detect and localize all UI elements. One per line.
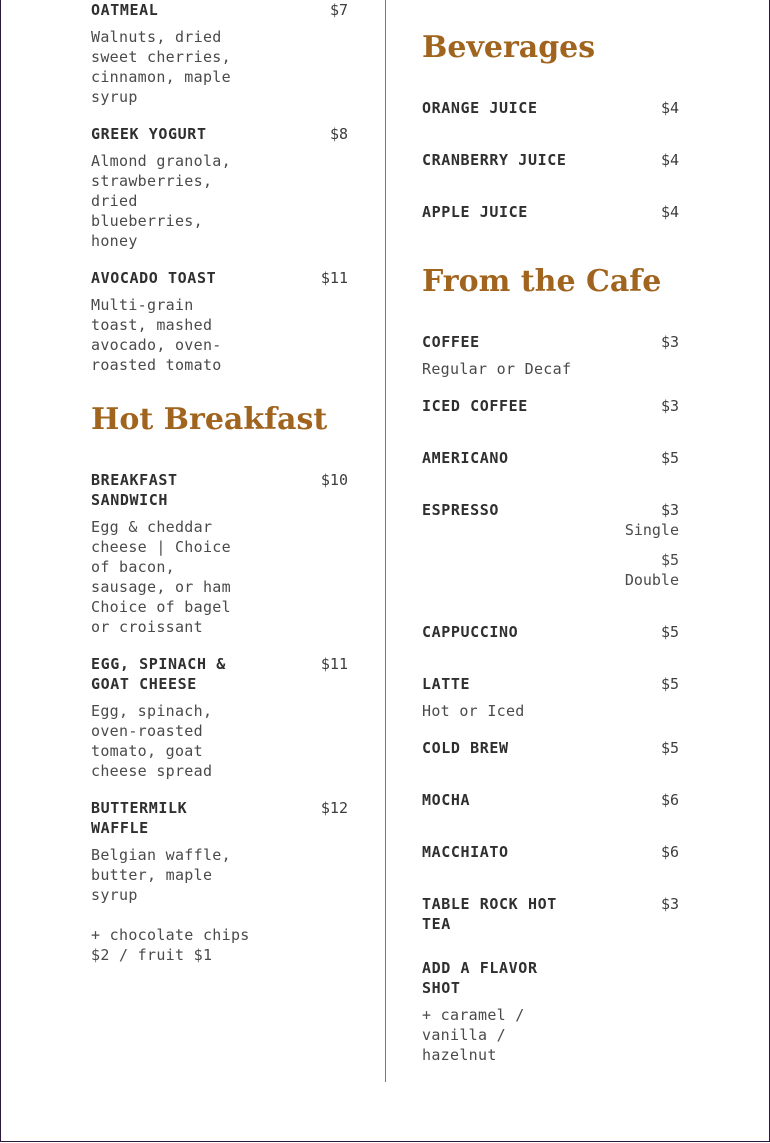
item-price: $5 <box>660 449 679 467</box>
item-name: ORANGE JUICE <box>422 99 538 117</box>
item-name: CAPPUCCINO <box>422 623 519 641</box>
item-price: $10 <box>320 471 348 489</box>
section-heading-from-the-cafe: From the Cafe <box>422 264 662 299</box>
item-price: $4 <box>660 151 679 169</box>
item-price: $5 <box>660 675 679 693</box>
item-name: AMERICANO <box>422 449 509 467</box>
item-description: + caramel / vanilla / hazelnut <box>422 1006 525 1064</box>
item-description: Egg & cheddar cheese | Choice of bacon, sausage, or ham Choice of bagel or croissant <box>91 518 231 636</box>
item-price: $6 <box>660 843 679 861</box>
item-price: $3 <box>660 895 679 913</box>
item-price: $3 <box>660 397 679 415</box>
item-price: $3 <box>660 333 679 351</box>
menu-item-espresso <box>422 500 679 590</box>
item-description: Hot or Iced <box>422 702 525 720</box>
item-description: Regular or Decaf <box>422 360 572 378</box>
item-name: ADD A FLAVOR SHOT <box>422 959 538 997</box>
item-name: GREEK YOGURT <box>91 125 207 143</box>
menu-item-greek-yogurt <box>91 124 348 251</box>
menu-item-oatmeal <box>91 0 348 107</box>
item-name: ICED COFFEE <box>422 397 528 415</box>
menu-item-orange-juice <box>422 98 679 118</box>
item-price: $4 <box>660 203 679 221</box>
item-name: BREAKFAST SANDWICH <box>91 471 178 509</box>
item-name: EGG, SPINACH & GOAT CHEESE <box>91 655 226 693</box>
item-price: $11 <box>320 655 348 673</box>
item-price: $11 <box>320 269 348 287</box>
column-divider <box>385 0 386 1082</box>
menu-item-apple-juice <box>422 202 679 222</box>
item-price: $8 <box>329 125 348 143</box>
item-price-double: $5 <box>660 551 679 569</box>
item-description: Multi-grain toast, mashed avocado, oven-roasted tomato <box>91 296 222 374</box>
item-price: $5 <box>660 623 679 641</box>
item-name: BUTTERMILK WAFFLE <box>91 799 188 837</box>
item-price-single: $3 <box>660 501 679 519</box>
item-description: Walnuts, dried sweet cherries, cinnamon, maple syrup <box>91 28 231 106</box>
item-option-single: Single <box>624 521 679 539</box>
item-description: Egg, spinach, oven-roasted tomato, goat cheese spread <box>91 702 213 780</box>
menu-item-add-a-flavor-shot <box>422 958 679 1065</box>
menu-item-breakfast-sandwich <box>91 470 348 637</box>
item-name: MOCHA <box>422 791 471 809</box>
menu-item-avocado-toast <box>91 268 348 375</box>
menu-item-cranberry-juice <box>422 150 679 170</box>
menu-item-coffee <box>422 332 679 379</box>
menu-item-americano <box>422 448 679 468</box>
item-addon: + chocolate chips $2 / fruit $1 <box>91 926 250 964</box>
item-price: $7 <box>329 1 348 19</box>
item-name: OATMEAL <box>91 1 159 19</box>
item-name: AVOCADO TOAST <box>91 269 217 287</box>
item-price: $12 <box>320 799 348 817</box>
section-heading-hot-breakfast: Hot Breakfast <box>91 402 328 437</box>
item-name: TABLE ROCK HOT TEA <box>422 895 557 933</box>
menu-item-mocha <box>422 790 679 810</box>
item-option-double: Double <box>624 571 679 589</box>
item-description: Almond granola, strawberries, dried blueberries, honey <box>91 152 231 250</box>
menu-item-table-rock-hot-tea <box>422 894 679 934</box>
section-heading-beverages: Beverages <box>422 30 596 65</box>
menu-item-cold-brew <box>422 738 679 758</box>
item-name: COLD BREW <box>422 739 509 757</box>
item-name: LATTE <box>422 675 471 693</box>
item-description: Belgian waffle, butter, maple syrup <box>91 846 231 904</box>
item-price: $6 <box>660 791 679 809</box>
item-name: MACCHIATO <box>422 843 509 861</box>
item-price: $5 <box>660 739 679 757</box>
item-name: APPLE JUICE <box>422 203 528 221</box>
menu-item-macchiato <box>422 842 679 862</box>
menu-item-iced-coffee <box>422 396 679 416</box>
menu-item-cappuccino <box>422 622 679 642</box>
menu-item-egg-spinach-goat-cheese <box>91 654 348 781</box>
item-name: CRANBERRY JUICE <box>422 151 567 169</box>
menu-item-buttermilk-waffle <box>91 798 348 965</box>
item-name: ESPRESSO <box>422 501 500 519</box>
item-name: COFFEE <box>422 333 480 351</box>
item-price: $4 <box>660 99 679 117</box>
menu-item-latte <box>422 674 679 721</box>
